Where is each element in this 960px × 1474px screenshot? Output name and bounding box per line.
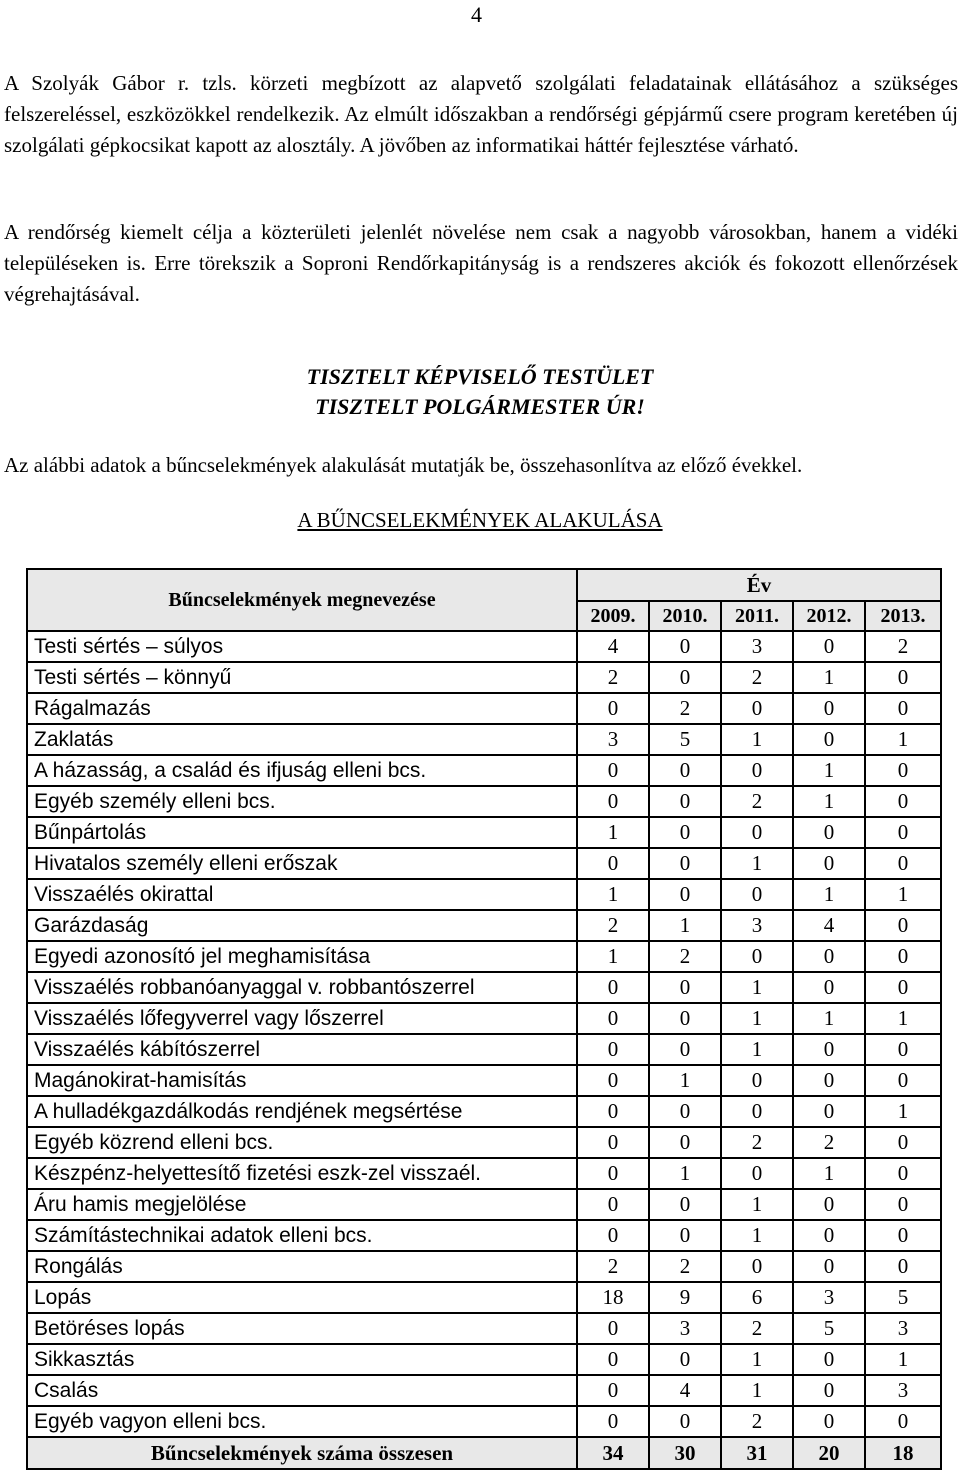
count-cell: 9 bbox=[649, 1282, 721, 1313]
table-row bbox=[27, 1313, 941, 1344]
count-cell: 0 bbox=[793, 972, 865, 1003]
address-block bbox=[0, 362, 960, 422]
total-value: 18 bbox=[865, 1437, 941, 1469]
address-line-1: TISZTELT KÉPVISELŐ TESTÜLET bbox=[306, 364, 654, 389]
count-cell: 1 bbox=[793, 1003, 865, 1034]
count-cell: 3 bbox=[865, 1313, 941, 1344]
year-header: 2009. bbox=[577, 601, 649, 631]
count-cell: 1 bbox=[721, 1220, 793, 1251]
count-cell: 1 bbox=[865, 879, 941, 910]
name-column-header: Bűncselekmények megnevezése bbox=[27, 569, 577, 631]
count-cell: 0 bbox=[793, 1065, 865, 1096]
table-row bbox=[27, 631, 941, 662]
count-cell: 1 bbox=[721, 724, 793, 755]
total-value: 31 bbox=[721, 1437, 793, 1469]
count-cell: 0 bbox=[865, 1189, 941, 1220]
crime-name-cell: Garázdaság bbox=[27, 910, 577, 941]
count-cell: 0 bbox=[865, 786, 941, 817]
crime-name-cell: Betöréses lopás bbox=[27, 1313, 577, 1344]
count-cell: 3 bbox=[577, 724, 649, 755]
count-cell: 1 bbox=[577, 941, 649, 972]
table-row bbox=[27, 1375, 941, 1406]
count-cell: 0 bbox=[865, 972, 941, 1003]
count-cell: 3 bbox=[793, 1282, 865, 1313]
count-cell: 1 bbox=[865, 1003, 941, 1034]
count-cell: 0 bbox=[865, 941, 941, 972]
count-cell: 0 bbox=[721, 755, 793, 786]
crime-name-cell: A házasság, a család és ifjuság elleni bcs. bbox=[27, 755, 577, 786]
count-cell: 0 bbox=[577, 848, 649, 879]
count-cell: 4 bbox=[793, 910, 865, 941]
page-number: 4 bbox=[471, 2, 482, 27]
crime-name-cell: A hulladékgazdálkodás rendjének megsértése bbox=[27, 1096, 577, 1127]
count-cell: 1 bbox=[721, 1375, 793, 1406]
count-cell: 0 bbox=[577, 693, 649, 724]
count-cell: 0 bbox=[793, 1251, 865, 1282]
count-cell: 0 bbox=[865, 1127, 941, 1158]
count-cell: 0 bbox=[649, 1220, 721, 1251]
table-row bbox=[27, 755, 941, 786]
count-cell: 0 bbox=[721, 941, 793, 972]
count-cell: 3 bbox=[721, 631, 793, 662]
count-cell: 2 bbox=[577, 662, 649, 693]
count-cell: 0 bbox=[721, 693, 793, 724]
table-row bbox=[27, 1220, 941, 1251]
count-cell: 1 bbox=[649, 910, 721, 941]
count-cell: 0 bbox=[793, 631, 865, 662]
count-cell: 0 bbox=[577, 1003, 649, 1034]
count-cell: 2 bbox=[721, 1406, 793, 1437]
total-value: 20 bbox=[793, 1437, 865, 1469]
crime-name-cell: Áru hamis megjelölése bbox=[27, 1189, 577, 1220]
table-row bbox=[27, 662, 941, 693]
count-cell: 0 bbox=[649, 1034, 721, 1065]
crime-name-cell: Hivatalos személy elleni erőszak bbox=[27, 848, 577, 879]
count-cell: 0 bbox=[865, 817, 941, 848]
year-header: 2011. bbox=[721, 601, 793, 631]
count-cell: 0 bbox=[577, 1065, 649, 1096]
count-cell: 0 bbox=[649, 662, 721, 693]
count-cell: 0 bbox=[793, 1189, 865, 1220]
count-cell: 0 bbox=[649, 1406, 721, 1437]
count-cell: 1 bbox=[793, 786, 865, 817]
count-cell: 0 bbox=[649, 1189, 721, 1220]
crime-name-cell: Sikkasztás bbox=[27, 1344, 577, 1375]
table-row bbox=[27, 693, 941, 724]
count-cell: 18 bbox=[577, 1282, 649, 1313]
crime-name-cell: Egyéb személy elleni bcs. bbox=[27, 786, 577, 817]
count-cell: 1 bbox=[577, 817, 649, 848]
table-row bbox=[27, 879, 941, 910]
count-cell: 0 bbox=[577, 786, 649, 817]
count-cell: 0 bbox=[649, 848, 721, 879]
count-cell: 0 bbox=[649, 1003, 721, 1034]
count-cell: 1 bbox=[793, 879, 865, 910]
count-cell: 0 bbox=[793, 1034, 865, 1065]
count-cell: 0 bbox=[865, 1251, 941, 1282]
count-cell: 0 bbox=[577, 1189, 649, 1220]
crime-name-cell: Rongálás bbox=[27, 1251, 577, 1282]
count-cell: 0 bbox=[721, 817, 793, 848]
year-header: 2012. bbox=[793, 601, 865, 631]
count-cell: 2 bbox=[649, 693, 721, 724]
count-cell: 6 bbox=[721, 1282, 793, 1313]
table-row bbox=[27, 1158, 941, 1189]
count-cell: 0 bbox=[721, 1065, 793, 1096]
year-group-header: Év bbox=[577, 569, 941, 601]
count-cell: 0 bbox=[649, 1096, 721, 1127]
count-cell: 2 bbox=[577, 1251, 649, 1282]
table-row bbox=[27, 1096, 941, 1127]
crime-name-cell: Zaklatás bbox=[27, 724, 577, 755]
count-cell: 0 bbox=[577, 1220, 649, 1251]
table-body bbox=[27, 631, 941, 1437]
count-cell: 3 bbox=[649, 1313, 721, 1344]
count-cell: 0 bbox=[865, 662, 941, 693]
table-row bbox=[27, 1251, 941, 1282]
crime-statistics-table bbox=[26, 568, 942, 1470]
table-row bbox=[27, 848, 941, 879]
crime-name-cell: Számítástechnikai adatok elleni bcs. bbox=[27, 1220, 577, 1251]
count-cell: 0 bbox=[793, 817, 865, 848]
count-cell: 0 bbox=[649, 786, 721, 817]
count-cell: 0 bbox=[721, 1096, 793, 1127]
table-row bbox=[27, 1003, 941, 1034]
count-cell: 0 bbox=[577, 755, 649, 786]
count-cell: 1 bbox=[649, 1065, 721, 1096]
count-cell: 2 bbox=[721, 1313, 793, 1344]
crime-name-cell: Egyedi azonosító jel meghamisítása bbox=[27, 941, 577, 972]
table-row bbox=[27, 1282, 941, 1313]
crime-name-cell: Lopás bbox=[27, 1282, 577, 1313]
table-row bbox=[27, 724, 941, 755]
table-row bbox=[27, 1065, 941, 1096]
count-cell: 0 bbox=[865, 1034, 941, 1065]
count-cell: 0 bbox=[577, 1344, 649, 1375]
total-label: Bűncselekmények száma összesen bbox=[27, 1437, 577, 1469]
count-cell: 1 bbox=[721, 1003, 793, 1034]
address-line-2: TISZTELT POLGÁRMESTER ÚR! bbox=[315, 394, 645, 419]
count-cell: 0 bbox=[649, 755, 721, 786]
count-cell: 1 bbox=[865, 1344, 941, 1375]
count-cell: 1 bbox=[865, 724, 941, 755]
year-header: 2010. bbox=[649, 601, 721, 631]
count-cell: 2 bbox=[577, 910, 649, 941]
count-cell: 0 bbox=[793, 693, 865, 724]
count-cell: 1 bbox=[865, 1096, 941, 1127]
table-row bbox=[27, 1127, 941, 1158]
count-cell: 2 bbox=[793, 1127, 865, 1158]
count-cell: 0 bbox=[865, 693, 941, 724]
count-cell: 1 bbox=[793, 755, 865, 786]
table-row bbox=[27, 910, 941, 941]
count-cell: 0 bbox=[649, 1344, 721, 1375]
table-row bbox=[27, 941, 941, 972]
crime-name-cell: Visszaélés robbanóanyaggal v. robbantószerrel bbox=[27, 972, 577, 1003]
count-cell: 0 bbox=[793, 1375, 865, 1406]
count-cell: 0 bbox=[865, 910, 941, 941]
crime-name-cell: Egyéb vagyon elleni bcs. bbox=[27, 1406, 577, 1437]
paragraph-intro: Az alábbi adatok a bűncselekmények alakulását mutatják be, összehasonlítva az előző évekkel. bbox=[4, 453, 803, 477]
table-row bbox=[27, 972, 941, 1003]
count-cell: 3 bbox=[721, 910, 793, 941]
count-cell: 1 bbox=[721, 1189, 793, 1220]
total-row bbox=[27, 1437, 941, 1469]
count-cell: 1 bbox=[793, 662, 865, 693]
count-cell: 1 bbox=[577, 879, 649, 910]
table-row bbox=[27, 1344, 941, 1375]
crime-name-cell: Bűnpártolás bbox=[27, 817, 577, 848]
count-cell: 2 bbox=[721, 662, 793, 693]
count-cell: 2 bbox=[649, 941, 721, 972]
crime-name-cell: Csalás bbox=[27, 1375, 577, 1406]
table-row bbox=[27, 786, 941, 817]
count-cell: 5 bbox=[865, 1282, 941, 1313]
count-cell: 0 bbox=[577, 1158, 649, 1189]
crime-name-cell: Készpénz-helyettesítő fizetési eszk-zel visszaél. bbox=[27, 1158, 577, 1189]
count-cell: 0 bbox=[793, 1096, 865, 1127]
paragraph-equipment: A Szolyák Gábor r. tzls. körzeti megbízott az alapvető szolgálati feladatainak ellátásához a szükséges felszereléssel, eszközökkel rendelkezik. Az elmúlt időszakban a rendőrségi gépjármű csere program keretében új szolgálati gépkocsikat kapott az alosztály. A jövőben az informatikai háttér fejlesztése várható. bbox=[4, 71, 958, 157]
count-cell: 0 bbox=[793, 848, 865, 879]
count-cell: 5 bbox=[649, 724, 721, 755]
count-cell: 0 bbox=[793, 724, 865, 755]
total-value: 34 bbox=[577, 1437, 649, 1469]
table-row bbox=[27, 1034, 941, 1065]
paragraph-public-presence: A rendőrség kiemelt célja a közterületi jelenlét növelése nem csak a nagyobb városokban, hanem a vidéki településeken is. Erre törekszik a Soproni Rendőrkapitányság is a rendszeres akciók és fokozott ellenőrzések végrehajtásával. bbox=[4, 220, 958, 306]
count-cell: 2 bbox=[649, 1251, 721, 1282]
crime-name-cell: Testi sértés – súlyos bbox=[27, 631, 577, 662]
year-header: 2013. bbox=[865, 601, 941, 631]
count-cell: 0 bbox=[649, 879, 721, 910]
count-cell: 0 bbox=[865, 1065, 941, 1096]
count-cell: 1 bbox=[793, 1158, 865, 1189]
count-cell: 0 bbox=[649, 631, 721, 662]
total-value: 30 bbox=[649, 1437, 721, 1469]
crime-name-cell: Egyéb közrend elleni bcs. bbox=[27, 1127, 577, 1158]
count-cell: 1 bbox=[721, 1034, 793, 1065]
crime-name-cell: Visszaélés lőfegyverrel vagy lőszerrel bbox=[27, 1003, 577, 1034]
count-cell: 4 bbox=[649, 1375, 721, 1406]
count-cell: 2 bbox=[865, 631, 941, 662]
count-cell: 4 bbox=[577, 631, 649, 662]
table-heading: A BŰNCSELEKMÉNYEK ALAKULÁSA bbox=[297, 508, 663, 532]
count-cell: 0 bbox=[793, 1344, 865, 1375]
count-cell: 0 bbox=[649, 817, 721, 848]
count-cell: 0 bbox=[577, 1406, 649, 1437]
count-cell: 0 bbox=[649, 1127, 721, 1158]
count-cell: 0 bbox=[577, 1127, 649, 1158]
count-cell: 0 bbox=[865, 1158, 941, 1189]
count-cell: 0 bbox=[793, 1220, 865, 1251]
table-row bbox=[27, 1189, 941, 1220]
count-cell: 0 bbox=[577, 1375, 649, 1406]
count-cell: 2 bbox=[721, 1127, 793, 1158]
count-cell: 0 bbox=[649, 972, 721, 1003]
count-cell: 0 bbox=[577, 1313, 649, 1344]
table-row bbox=[27, 1406, 941, 1437]
count-cell: 0 bbox=[577, 1096, 649, 1127]
count-cell: 0 bbox=[865, 1220, 941, 1251]
count-cell: 1 bbox=[721, 848, 793, 879]
count-cell: 0 bbox=[577, 1034, 649, 1065]
table-row bbox=[27, 817, 941, 848]
count-cell: 0 bbox=[865, 848, 941, 879]
count-cell: 0 bbox=[865, 755, 941, 786]
crime-name-cell: Magánokirat-hamisítás bbox=[27, 1065, 577, 1096]
count-cell: 1 bbox=[721, 972, 793, 1003]
count-cell: 1 bbox=[649, 1158, 721, 1189]
count-cell: 0 bbox=[721, 1158, 793, 1189]
crime-name-cell: Visszaélés kábítószerrel bbox=[27, 1034, 577, 1065]
count-cell: 0 bbox=[721, 879, 793, 910]
count-cell: 0 bbox=[577, 972, 649, 1003]
count-cell: 1 bbox=[721, 1344, 793, 1375]
count-cell: 0 bbox=[721, 1251, 793, 1282]
count-cell: 2 bbox=[721, 786, 793, 817]
crime-name-cell: Testi sértés – könnyű bbox=[27, 662, 577, 693]
crime-name-cell: Rágalmazás bbox=[27, 693, 577, 724]
crime-name-cell: Visszaélés okirattal bbox=[27, 879, 577, 910]
count-cell: 0 bbox=[793, 1406, 865, 1437]
count-cell: 0 bbox=[865, 1406, 941, 1437]
count-cell: 3 bbox=[865, 1375, 941, 1406]
count-cell: 0 bbox=[793, 941, 865, 972]
count-cell: 5 bbox=[793, 1313, 865, 1344]
